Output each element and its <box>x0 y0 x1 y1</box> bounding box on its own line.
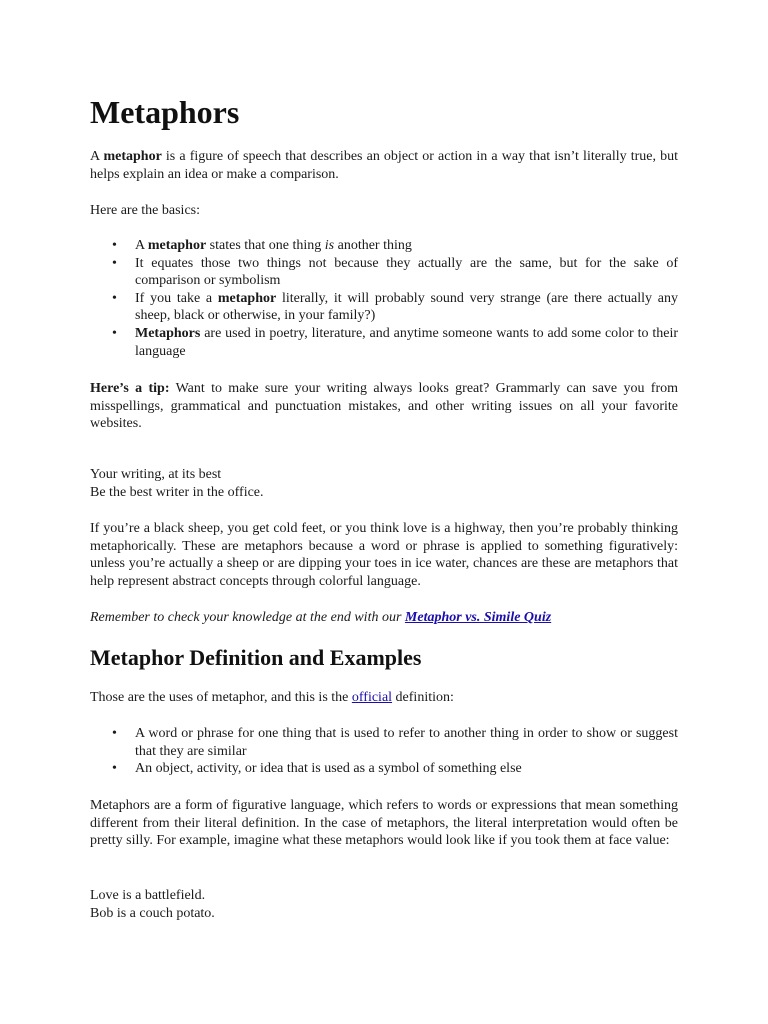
text-span: A <box>135 238 148 253</box>
definition-intro-text: definition: <box>392 690 454 705</box>
definition-intro-text: Those are the uses of metaphor, and this is the <box>90 690 352 705</box>
text-span: If you take a <box>135 290 218 306</box>
quiz-link[interactable]: Metaphor vs. Simile Quiz <box>404 610 552 625</box>
list-item <box>90 290 678 325</box>
intro-prefix: A <box>90 149 104 164</box>
example-line: Love is a battlefield. <box>90 888 206 903</box>
reminder-text: Remember to check your knowledge at the end with our <box>90 610 405 625</box>
quiz-reminder <box>90 609 678 627</box>
tip-paragraph <box>90 380 678 433</box>
basics-label: Here are the basics: <box>90 203 200 218</box>
examples-block <box>90 887 678 922</box>
basics-list <box>90 237 678 360</box>
list-item <box>90 237 678 255</box>
intro-term: metaphor <box>103 149 162 164</box>
list-item: • An object, activity, or idea that is used as a symbol of something else <box>90 760 678 778</box>
text-span: are used in poetry, literature, and anytime someone wants to add some color to their language <box>135 325 678 359</box>
bold-term: metaphor <box>217 290 277 306</box>
tip-text: Want to make sure your writing always looks great? Grammarly can save you from misspellings, grammatical and punctuation mistakes, and other writing issues on all your favorite websites. <box>90 381 678 432</box>
example-line: Bob is a couch potato. <box>90 905 215 921</box>
promo-block <box>90 466 678 501</box>
official-link[interactable]: official <box>351 690 393 705</box>
definitions-list <box>90 725 678 778</box>
black-sheep-paragraph: If you’re a black sheep, you get cold feet, or you think love is a highway, then you’re probably thinking metaphorically. These are metaphors because a word or phrase is applied to something figuratively: unless you’re actually a sheep or are dipping your toes in ice water, chances are these are metaphors that help represent abstract concepts through colorful language. <box>90 521 678 589</box>
figurative-paragraph: Metaphors are a form of figurative language, which refers to words or expressions that mean something different from their literal definition. In the case of metaphors, the literal interpretation would often be pretty silly. For example, imagine what these metaphors would look like if you took them at face value: <box>90 798 678 849</box>
italic-term: is <box>324 238 335 253</box>
promo-line: Your writing, at its best <box>90 467 222 482</box>
text-span: It equates those two things not because they actually are the same, but for the sake of comparison or symbolism <box>135 255 678 289</box>
list-item <box>90 255 678 290</box>
text-span: states that one thing <box>206 238 325 253</box>
list-item: • A word or phrase for one thing that is used to refer to another thing in order to show or suggest that they are similar <box>90 725 678 760</box>
text-span: literally, it will probably sound very strange (are there actually any sheep, black or otherwise, in your family?) <box>135 290 678 324</box>
page-title: Metaphors <box>90 94 240 130</box>
list-item <box>90 325 678 360</box>
intro-paragraph <box>90 148 678 183</box>
promo-line: Be the best writer in the office. <box>90 484 264 500</box>
bold-term: Metaphors <box>135 325 201 341</box>
bold-term: metaphor <box>147 238 207 253</box>
tip-label: Here’s a tip: <box>90 381 170 396</box>
intro-rest: is a figure of speech that describes an object or action in a way that isn’t literally true, but helps explain an idea or make a comparison. <box>90 149 678 182</box>
definition-intro <box>90 689 678 707</box>
section-heading: Metaphor Definition and Examples <box>90 645 422 670</box>
text-span: another thing <box>334 238 412 253</box>
